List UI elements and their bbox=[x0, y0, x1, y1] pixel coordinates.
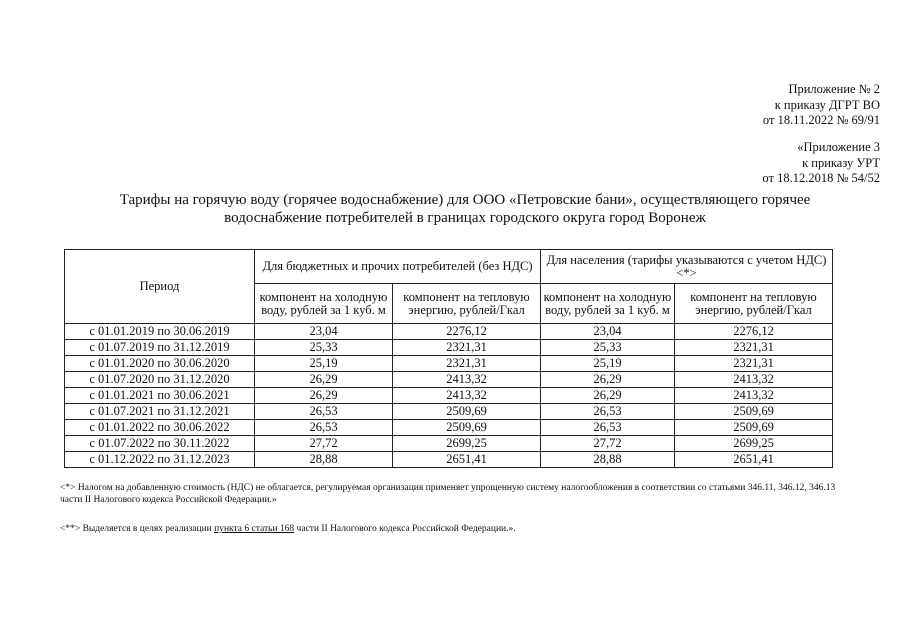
table-row bbox=[65, 372, 833, 388]
budget-heat-cell: 2651,41 bbox=[393, 452, 541, 468]
budget-heat-cell: 2321,31 bbox=[393, 356, 541, 372]
appendix-2-number: Приложение № 2 bbox=[788, 82, 880, 96]
population-heat-cell: 2321,31 bbox=[675, 356, 833, 372]
period-cell: с 01.07.2022 по 30.11.2022 bbox=[65, 436, 255, 452]
budget-cold-cell: 25,33 bbox=[255, 340, 393, 356]
population-heat-cell: 2321,31 bbox=[675, 340, 833, 356]
appendix-3-header bbox=[762, 140, 880, 187]
budget-cold-header: компонент на холодную воду, рублей за 1 куб. м bbox=[255, 284, 393, 324]
budget-cold-cell: 26,53 bbox=[255, 404, 393, 420]
appendix-2-order: к приказу ДГРТ ВО bbox=[774, 97, 880, 112]
tariff-table bbox=[64, 249, 833, 468]
population-cold-header: компонент на холодную воду, рублей за 1 куб. м bbox=[541, 284, 675, 324]
population-cold-cell: 28,88 bbox=[541, 452, 675, 468]
footnote-2-suffix: части II Налогового кодекса Российской Федерации.». bbox=[294, 524, 516, 534]
budget-heat-cell: 2509,69 bbox=[393, 420, 541, 436]
group-population-header: Для населения (тарифы указываются с учетом НДС) <*> bbox=[541, 250, 833, 284]
budget-cold-cell: 26,29 bbox=[255, 372, 393, 388]
population-heat-cell: 2509,69 bbox=[675, 420, 833, 436]
budget-cold-cell: 28,88 bbox=[255, 452, 393, 468]
budget-cold-cell: 27,72 bbox=[255, 436, 393, 452]
group-budget-header: Для бюджетных и прочих потребителей (без НДС) bbox=[255, 250, 541, 284]
period-cell: с 01.01.2020 по 30.06.2020 bbox=[65, 356, 255, 372]
period-header: Период bbox=[65, 250, 255, 324]
population-heat-cell: 2651,41 bbox=[675, 452, 833, 468]
population-cold-cell: 27,72 bbox=[541, 436, 675, 452]
period-cell: с 01.07.2019 по 31.12.2019 bbox=[65, 340, 255, 356]
budget-cold-cell: 23,04 bbox=[255, 324, 393, 340]
population-heat-cell: 2413,32 bbox=[675, 372, 833, 388]
table-row bbox=[65, 356, 833, 372]
table-row bbox=[65, 452, 833, 468]
footnote-1: <*> Налогом на добавленную стоимость (НДС) не облагается, регулируемая организация применяет упрощенную систему налогообложения в соответствии со статьями 346.11, 346.12, 346.13 части II Налогового кодекса Российской Федерации.» bbox=[60, 483, 836, 505]
appendix-3-number: «Приложение 3 bbox=[797, 140, 880, 154]
appendix-3-order: к приказу УРТ bbox=[802, 155, 880, 170]
population-cold-cell: 25,33 bbox=[541, 340, 675, 356]
population-heat-cell: 2413,32 bbox=[675, 388, 833, 404]
budget-heat-cell: 2321,31 bbox=[393, 340, 541, 356]
table-row bbox=[65, 404, 833, 420]
budget-cold-cell: 26,53 bbox=[255, 420, 393, 436]
period-cell: с 01.12.2022 по 31.12.2023 bbox=[65, 452, 255, 468]
population-heat-cell: 2276,12 bbox=[675, 324, 833, 340]
footnote-2-link[interactable]: пункта 6 статьи 168 bbox=[214, 524, 295, 534]
table-row bbox=[65, 340, 833, 356]
budget-cold-cell: 26,29 bbox=[255, 388, 393, 404]
population-cold-cell: 25,19 bbox=[541, 356, 675, 372]
appendix-2-date: от 18.11.2022 № 69/91 bbox=[762, 113, 880, 127]
population-cold-cell: 26,53 bbox=[541, 420, 675, 436]
period-cell: с 01.07.2021 по 31.12.2021 bbox=[65, 404, 255, 420]
period-cell: с 01.01.2019 по 30.06.2019 bbox=[65, 324, 255, 340]
population-cold-cell: 26,53 bbox=[541, 404, 675, 420]
title-line-2: водоснабжение потребителей в границах городского округа город Воронеж bbox=[224, 210, 706, 226]
title-line-1: Тарифы на горячую воду (горячее водоснабжение) для ООО «Петровские бани», осуществляющего горячее bbox=[119, 192, 811, 208]
budget-heat-cell: 2413,32 bbox=[393, 388, 541, 404]
population-cold-cell: 26,29 bbox=[541, 372, 675, 388]
population-cold-cell: 26,29 bbox=[541, 388, 675, 404]
budget-heat-cell: 2509,69 bbox=[393, 404, 541, 420]
table-row bbox=[65, 420, 833, 436]
population-heat-cell: 2699,25 bbox=[675, 436, 833, 452]
appendix-2-header bbox=[763, 82, 880, 129]
budget-heat-cell: 2413,32 bbox=[393, 372, 541, 388]
period-cell: с 01.01.2022 по 30.06.2022 bbox=[65, 420, 255, 436]
footnote-2 bbox=[60, 523, 860, 535]
table-row bbox=[65, 436, 833, 452]
budget-heat-header: компонент на тепловую энергию, рублей/Гкал bbox=[393, 284, 541, 324]
footnote-2-prefix: <**> Выделяется в целях реализации bbox=[60, 524, 215, 534]
budget-cold-cell: 25,19 bbox=[255, 356, 393, 372]
appendix-3-date: от 18.12.2018 № 54/52 bbox=[762, 171, 880, 185]
budget-heat-cell: 2699,25 bbox=[393, 436, 541, 452]
population-heat-header: компонент на тепловую энергию, рублей/Гкал bbox=[675, 284, 833, 324]
table-row bbox=[65, 324, 833, 340]
period-cell: с 01.01.2021 по 30.06.2021 bbox=[65, 388, 255, 404]
period-cell: с 01.07.2020 по 31.12.2020 bbox=[65, 372, 255, 388]
document-title bbox=[85, 191, 845, 227]
population-cold-cell: 23,04 bbox=[541, 324, 675, 340]
population-heat-cell: 2509,69 bbox=[675, 404, 833, 420]
table-row bbox=[65, 388, 833, 404]
budget-heat-cell: 2276,12 bbox=[393, 324, 541, 340]
